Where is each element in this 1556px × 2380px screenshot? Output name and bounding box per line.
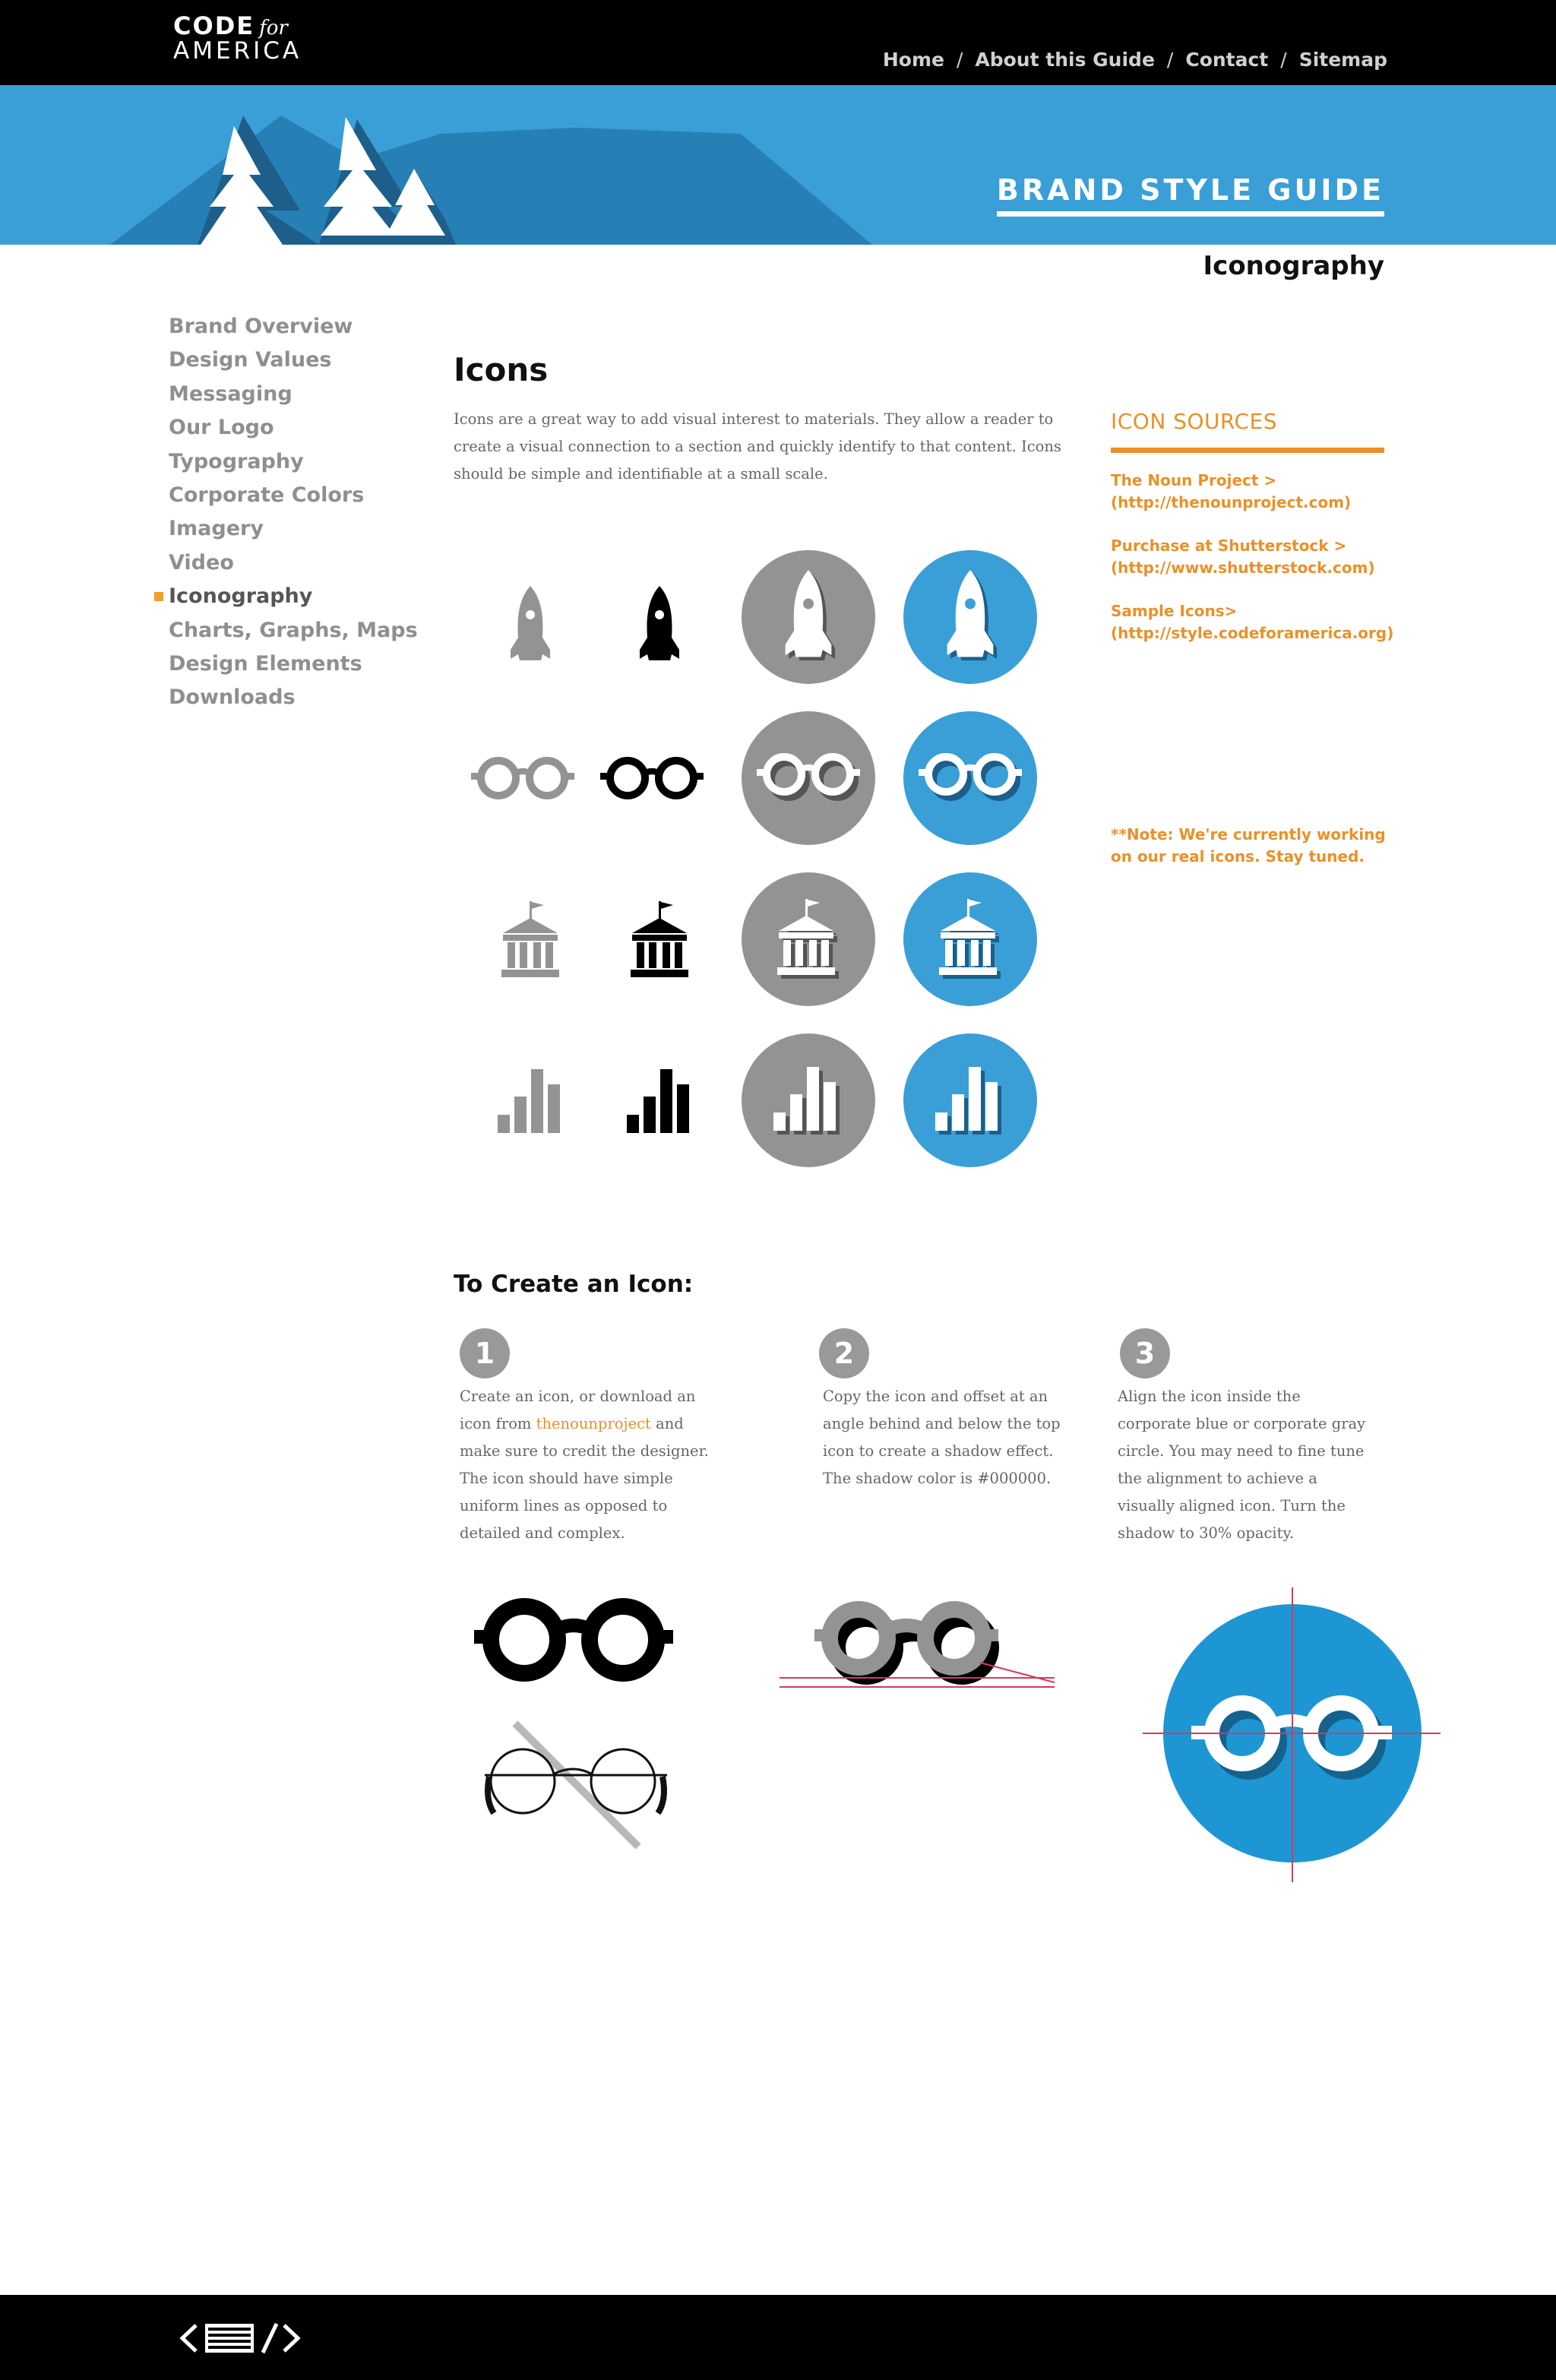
step-3-text: Align the icon inside the corporate blue or corporate gray circle. You may need to fine tune the alignment to achieve a visually aligned icon. Turn the shadow to 30% opacity. — [1118, 1388, 1366, 1542]
logo-america: AMERICA — [173, 37, 302, 65]
building-icon — [903, 872, 1037, 1006]
sidebar-item-typography[interactable]: Typography — [169, 449, 304, 473]
link-url: (http://www.shutterstock.com) — [1111, 559, 1375, 577]
bar-chart-icon — [608, 1033, 711, 1167]
nav-separator: / — [1166, 49, 1174, 71]
aligned-glasses-circle-illustration — [1140, 1584, 1444, 1888]
nav-separator: / — [956, 49, 963, 71]
logo-code: CODE — [173, 11, 255, 40]
nav-separator: / — [1280, 49, 1287, 71]
step-1-text-end: and make sure to credit the designer. The icon should have simple uniform lines as opposed to detailed and complex. — [460, 1415, 709, 1542]
building-icon — [608, 872, 711, 1006]
sidebar-item-imagery[interactable]: Imagery — [169, 517, 264, 541]
top-bar — [0, 0, 1556, 85]
rocket-icon — [903, 550, 1037, 684]
link-name: Purchase at Shutterstock > — [1111, 536, 1347, 555]
brand-style-guide-title: BRAND STYLE GUIDE — [997, 173, 1384, 217]
icon-sources-panel — [1111, 409, 1394, 644]
link-url: (http://style.codeforamerica.org) — [1111, 624, 1394, 642]
step-1-text — [460, 1383, 710, 1547]
sample-icons-link[interactable] — [1111, 600, 1394, 644]
hero-banner — [0, 85, 1556, 245]
step-3-badge: 3 — [1120, 1328, 1170, 1378]
icon-sources-title: ICON SOURCES — [1111, 409, 1384, 453]
step-2-text: Copy the icon and offset at an angle behind and below the top icon to create a shadow effect. The shadow color is #000000. — [823, 1388, 1061, 1487]
glasses-icon — [742, 711, 875, 845]
footer — [0, 2295, 1556, 2380]
page-title: Iconography — [1203, 251, 1384, 281]
mountain-trees-illustration — [0, 85, 1556, 245]
nav-about-this-guide[interactable]: About this Guide — [975, 49, 1155, 71]
link-name: Sample Icons> — [1111, 602, 1238, 620]
code-for-america-logo[interactable] — [173, 11, 302, 65]
sidebar-item-design-elements[interactable]: Design Elements — [169, 651, 362, 676]
rocket-icon — [479, 559, 582, 693]
link-url: (http://thenounproject.com) — [1111, 493, 1352, 511]
link-name: The Noun Project > — [1111, 471, 1277, 489]
shutterstock-link[interactable] — [1111, 535, 1384, 579]
sidebar-item-design-values[interactable]: Design Values — [169, 348, 332, 372]
top-nav — [883, 49, 1387, 71]
wire-glasses-icon — [477, 1716, 675, 1853]
sidebar-item-messaging[interactable]: Messaging — [169, 381, 293, 406]
icons-heading: Icons — [454, 351, 549, 388]
sidebar-item-brand-overview[interactable]: Brand Overview — [169, 315, 353, 338]
bar-chart-icon — [903, 1033, 1037, 1167]
sidebar-item-downloads[interactable]: Downloads — [169, 685, 296, 710]
sidebar-nav — [169, 310, 418, 715]
sidebar-item-video[interactable]: Video — [169, 550, 234, 574]
bar-chart-icon — [742, 1033, 875, 1167]
step-2-badge: 2 — [819, 1328, 869, 1378]
nav-sitemap[interactable]: Sitemap — [1298, 49, 1387, 71]
sidebar-item-iconography[interactable]: Iconography — [169, 580, 418, 613]
nav-home[interactable]: Home — [882, 49, 944, 71]
glasses-shadow-illustration — [775, 1594, 1064, 1701]
rocket-icon — [608, 559, 711, 693]
glasses-icon — [903, 711, 1037, 845]
create-icon-heading: To Create an Icon: — [454, 1271, 694, 1298]
code-flag-icon[interactable] — [179, 2321, 304, 2356]
nav-contact[interactable]: Contact — [1185, 49, 1269, 71]
logo-for: for — [259, 17, 288, 40]
glasses-icon — [471, 1592, 676, 1691]
rocket-icon — [742, 550, 875, 684]
icons-note: **Note: We're currently working on our real icons. Stay tuned. — [1111, 825, 1386, 866]
sidebar-item-our-logo[interactable]: Our Logo — [169, 416, 274, 440]
icon-grid — [441, 544, 1048, 1167]
noun-project-link[interactable] — [1111, 470, 1384, 514]
icons-intro-text: Icons are a great way to add visual interest to materials. They allow a reader to create a visual connection to a section and quickly identify to that content. Icons should be simple and identifiable at a small scale. — [454, 410, 1061, 483]
building-icon — [479, 872, 582, 1006]
step-1-text-start: Create an icon, or download an icon from — [460, 1388, 696, 1432]
building-icon — [742, 872, 875, 1006]
thenounproject-link[interactable]: thenounproject — [536, 1415, 651, 1432]
sidebar-item-corporate-colors[interactable]: Corporate Colors — [169, 483, 365, 507]
sidebar-item-charts-graphs-maps[interactable]: Charts, Graphs, Maps — [169, 618, 418, 642]
glasses-icon — [585, 711, 719, 845]
glasses-icon — [456, 711, 590, 845]
step-1-badge: 1 — [460, 1328, 510, 1378]
bar-chart-icon — [479, 1033, 582, 1167]
